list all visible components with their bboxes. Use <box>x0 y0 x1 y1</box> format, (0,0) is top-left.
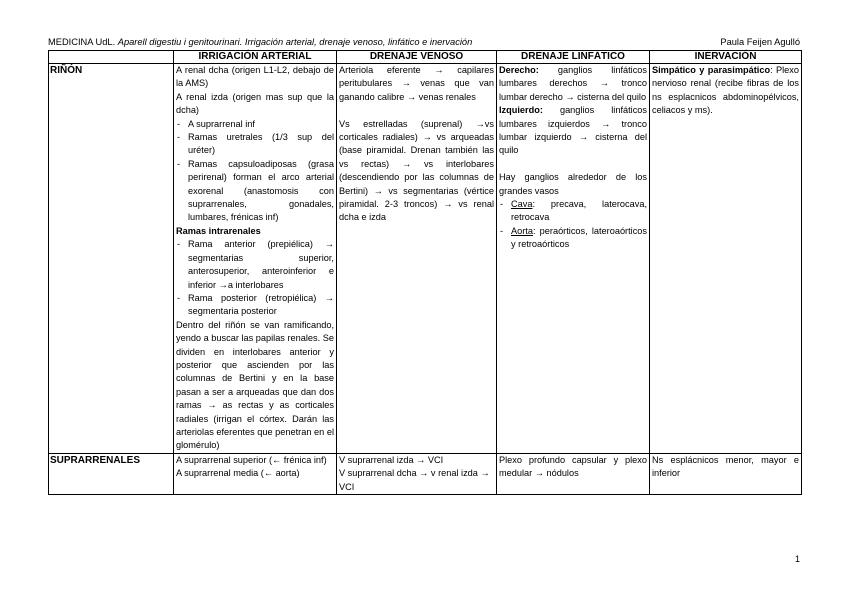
row-label-suprarrenales: SUPRARRENALES <box>49 453 174 494</box>
table-row-suprarrenales <box>49 453 802 494</box>
rinon-venoso-p1: Arteriola eferente → capilares peritubulares → venas que van ganando calibre → venas renales <box>339 65 494 102</box>
rinon-arterial-p2: A renal izda (origen mas sup que la dcha) <box>176 91 334 116</box>
topic-label: Aparell digestiu i genitourinari. Irrigación arterial, drenaje venoso, linfático e inervación <box>117 37 473 47</box>
aorta-label: Aorta <box>511 225 533 236</box>
table-row-rinon <box>49 64 802 454</box>
author-label: Paula Feijen Agulló <box>720 37 800 47</box>
cava-label: Cava <box>511 199 533 210</box>
list-item <box>499 225 647 252</box>
header-cell-arterial: IRRIGACIÓN ARTERIAL <box>174 51 337 64</box>
cava-text: : precava, laterocava, retrocava <box>511 199 647 223</box>
cell-supra-arterial <box>174 453 337 494</box>
spacer <box>339 104 494 117</box>
header-cell-inervacion: INERVACIÓN <box>650 51 802 64</box>
cell-rinon-arterial <box>174 64 337 454</box>
rinon-intra-title: Ramas intrarenales <box>176 225 261 236</box>
rinon-linf-list <box>499 198 647 252</box>
header-cell-empty <box>49 51 174 64</box>
rinon-linf-p3: Hay ganglios alrededor de los grandes vasos <box>499 172 647 196</box>
spacer <box>499 158 647 171</box>
inervacion-text: : Plexo nervioso renal (recibe fibras de los ns esplacnicos abdominopélvicos, celiacos y ms). <box>652 65 799 116</box>
table-header-row <box>49 51 802 64</box>
row-label-rinon: RIÑÓN <box>49 64 174 454</box>
rinon-venoso-p2: Vs estrelladas (suprenal) →vs corticales radiales) → vs arqueadas (base piramidal. Drenan también las vs rectas) → vs interlobares (descendiendo por las columnas de Bertini) → vs segmentarias (vértice piramidal. 2-3 troncos) → vs renal dcha e izda <box>339 118 494 223</box>
cell-rinon-inervacion <box>650 64 802 454</box>
list-item: - Ramas uretrales (1/3 sup del uréter) <box>176 131 334 158</box>
cell-supra-inervacion: Ns esplácnicos menor, mayor e inferior <box>650 453 802 494</box>
supra-venoso-2: V suprarrenal dcha → v renal izda → VCI <box>339 468 490 492</box>
supra-arterial-1: A suprarrenal superior (← frénica inf) <box>176 454 327 465</box>
inervacion-label: Simpático y parasimpático <box>652 65 771 75</box>
cell-supra-linfatico: Plexo profundo capsular y plexo medular → nódulos <box>497 453 650 494</box>
list-item: - Rama posterior (retropiélica) → segmentaria posterior <box>176 292 334 319</box>
rinon-arterial-list <box>176 118 334 225</box>
derecho-text: ganglios linfáticos lumbares derechos → tronco lumbar derecho → cisterna del quilo <box>499 65 647 102</box>
list-item: - Ramas capsuloadiposas (grasa perirenal) forman el arco arterial exorenal (anastomosis con suprarrenales, gonadales, lumbares, frénicas inf) <box>176 158 334 225</box>
cell-rinon-linfatico <box>497 64 650 454</box>
page-number: 1 <box>794 554 800 564</box>
list-item: - A suprarrenal inf <box>176 118 334 131</box>
rinon-linf-izquierdo <box>499 104 647 158</box>
header-cell-venoso: DRENAJE VENOSO <box>337 51 497 64</box>
rinon-intra-list <box>176 238 334 318</box>
supra-arterial-2: A suprarrenal media (← aorta) <box>176 468 300 479</box>
izquierdo-label: Izquierdo: <box>499 105 543 116</box>
rinon-linf-derecho <box>499 64 647 104</box>
list-item <box>499 198 647 225</box>
izquierdo-text: ganglios linfáticos lumbares izquierdos → tronco lumbar izquierdo → cisterna del quilo <box>499 105 647 156</box>
cell-supra-venoso <box>337 453 497 494</box>
supra-venoso-1: V suprarrenal izda → VCI <box>339 454 444 465</box>
page-header <box>48 36 800 49</box>
cell-rinon-venoso <box>337 64 497 454</box>
aorta-text: : peraórticos, lateroaórticos y retroaórticos <box>511 225 647 250</box>
header-left <box>48 36 472 49</box>
list-item: - Rama anterior (prepiélica) → segmentarias superior, anterosuperior, anteroinferior e inferior →a interlobares <box>176 238 334 292</box>
header-cell-linfatico: DRENAJE LINFÁTICO <box>497 51 650 64</box>
course-label: MEDICINA UdL. <box>48 37 118 47</box>
rinon-arterial-p3: Dentro del riñón se van ramificando, yendo a buscar las papilas renales. Se dividen en interlobares anterior y posterior que ascienden por las columnas de Bertini y en la base pasan a ser a arqueadas que dan dos ramas → as rectas y as corticales radiales (irrigan el córtex. Darán las arteriolas eferentes que penetran en el glomérulo) <box>176 319 334 451</box>
rinon-arterial-p1: A renal dcha (origen L1-L2, debajo de la AMS) <box>176 65 334 89</box>
derecho-label: Derecho: <box>499 65 539 75</box>
anatomy-table <box>48 50 802 495</box>
